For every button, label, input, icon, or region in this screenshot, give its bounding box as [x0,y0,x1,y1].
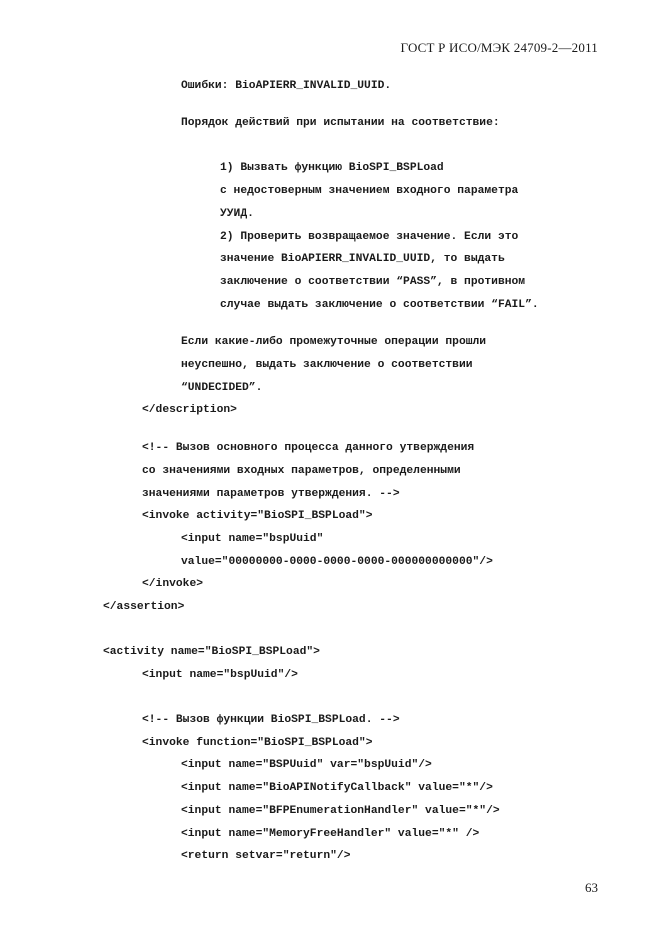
text-line: Порядок действий при испытании на соответствие: [181,117,500,129]
text-line: со значениями входных параметров, определенными [142,465,461,477]
text-line: </assertion> [103,601,185,613]
page-header: ГОСТ Р ИСО/МЭК 24709-2—2011 [400,40,598,55]
text-line: <invoke function="BioSPI_BSPLoad"> [142,737,373,749]
page-number: 63 [585,880,598,895]
text-line: </description> [142,404,237,416]
text-line: <input name="bspUuid" [181,533,324,545]
text-line: value="00000000-0000-0000-0000-000000000000"/> [181,556,493,568]
text-line: с недостоверным значением входного параметра [220,185,519,197]
text-line: УУИД. [220,208,254,220]
text-line: 1) Вызвать функцию BioSPI_BSPLoad [220,162,444,174]
text-line: случае выдать заключение о соответствии “FAIL”. [220,299,539,311]
text-line: <!-- Вызов основного процесса данного утверждения [142,442,475,454]
text-line: Если какие-либо промежуточные операции прошли [181,336,487,348]
text-line: <input name="BSPUuid" var="bspUuid"/> [181,759,432,771]
text-line: <invoke activity="BioSPI_BSPLoad"> [142,510,373,522]
text-line: значениями параметров утверждения. --> [142,488,400,500]
text-line: <input name="MemoryFreeHandler" value="*" /> [181,828,480,840]
text-line: “UNDECIDED”. [181,382,263,394]
text-line: <!-- Вызов функции BioSPI_BSPLoad. --> [142,714,400,726]
text-line: заключение о соответствии “PASS”, в противном [220,276,526,288]
text-line: <return setvar="return"/> [181,850,351,862]
text-line: <input name="BFPEnumerationHandler" value="*"/> [181,805,500,817]
text-line: </invoke> [142,578,204,590]
text-line: 2) Проверить возвращаемое значение. Если это [220,231,519,243]
text-line: неуспешно, выдать заключение о соответствии [181,359,473,371]
text-line: <input name="bspUuid"/> [142,669,298,681]
text-line: значение BioAPIERR_INVALID_UUID, то выдать [220,253,505,265]
text-line: <activity name="BioSPI_BSPLoad"> [103,646,320,658]
text-line: Ошибки: BioAPIERR_INVALID_UUID. [181,80,392,92]
text-line: <input name="BioAPINotifyCallback" value="*"/> [181,782,493,794]
